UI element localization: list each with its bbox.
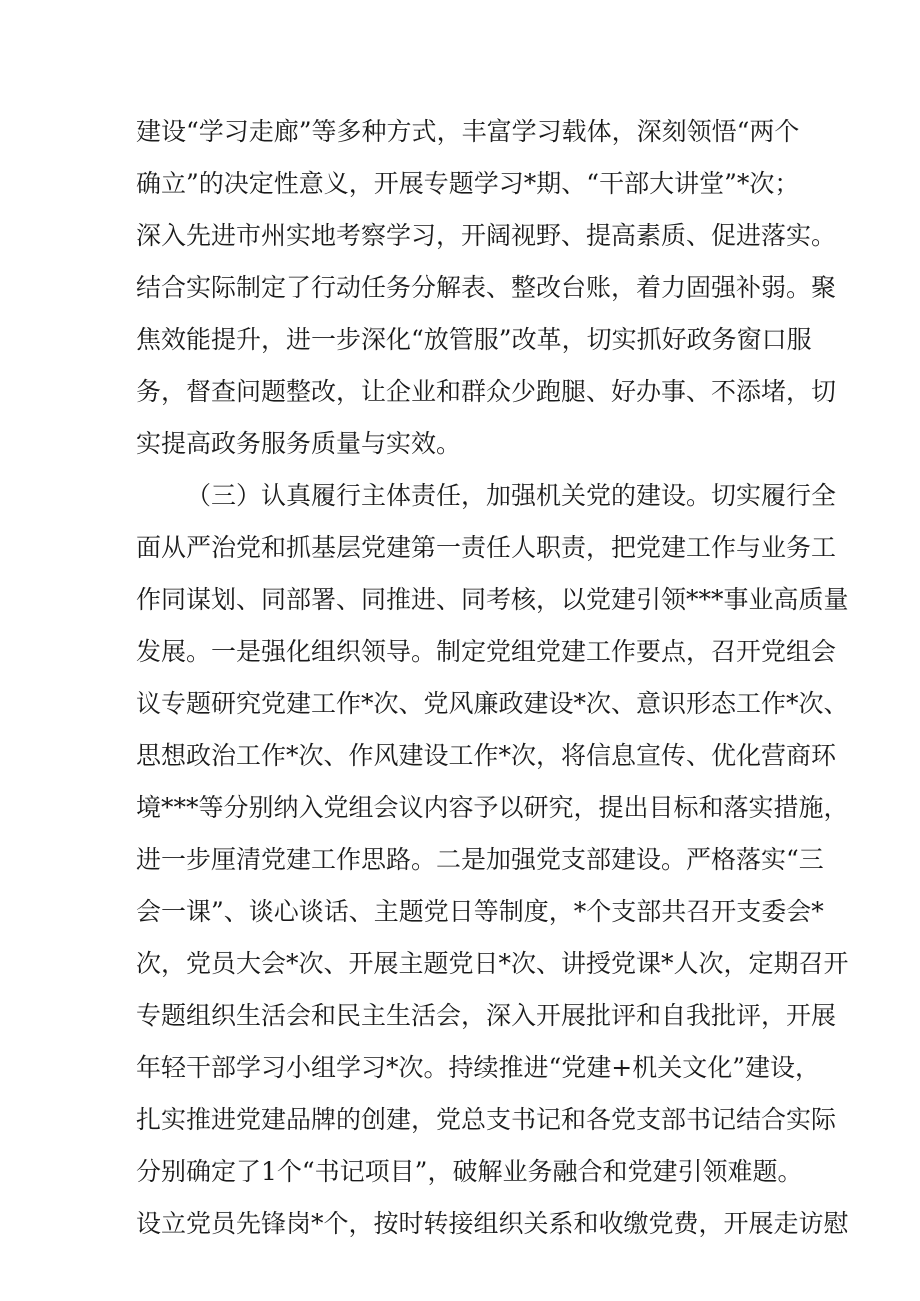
text-line: 确立”的决定性意义，开展专题学习*期、“干部大讲堂”*次；	[136, 169, 800, 198]
text-line: 务，督查问题整改，让企业和群众少跑腿、好办事、不添堵，切	[136, 377, 837, 406]
text-line: 面从严治党和抓基层党建第一责任人职责，把党建工作与业务工	[136, 533, 837, 562]
text-line: 次，党员大会*次、开展主题党日*次、讲授党课*人次，定期召开	[136, 949, 849, 978]
text-line: 发展。一是强化组织领导。制定党组党建工作要点，召开党组会	[136, 637, 837, 666]
text-line: 议专题研究党建工作*次、党风廉政建设*次、意识形态工作*次、	[136, 689, 849, 718]
text-line: 设立党员先锋岗*个，按时转接组织关系和收缴党费，开展走访慰	[136, 1209, 849, 1238]
text-line: 会一课”、谈心谈话、主题党日等制度，*个支部共召开支委会*	[136, 897, 824, 926]
text-line: 作同谋划、同部署、同推进、同考核，以党建引领***事业高质量	[136, 585, 849, 614]
text-line: 建设“学习走廊”等多种方式，丰富学习载体，深刻领悟“两个	[136, 117, 800, 146]
text-line: 年轻干部学习小组学习*次。持续推进“党建+机关文化”建设，	[136, 1053, 821, 1082]
text-line: 焦效能提升，进一步深化“放管服”改革，切实抓好政务窗口服	[136, 325, 812, 354]
text-line: 境***等分别纳入党组会议内容予以研究，提出目标和落实措施，	[136, 793, 849, 822]
text-line: 专题组织生活会和民主生活会，深入开展批评和自我批评，开展	[136, 1001, 837, 1030]
text-line: 思想政治工作*次、作风建设工作*次，将信息宣传、优化营商环	[136, 741, 837, 770]
text-line: 深入先进市州实地考察学习，开阔视野、提高素质、促进落实。	[136, 221, 837, 250]
section-heading-line: （三）认真履行主体责任，加强机关党的建设。切实履行全	[186, 481, 837, 510]
document-body	[136, 106, 849, 1250]
text-line: 结合实际制定了行动任务分解表、整改台账，着力固强补弱。聚	[136, 273, 837, 302]
text-line: 分别确定了1个“书记项目”，破解业务融合和党建引领难题。	[136, 1157, 803, 1186]
text-line: 进一步厘清党建工作思路。二是加强党支部建设。严格落实“三	[136, 845, 824, 874]
text-line: 实提高政务服务质量与实效。	[136, 429, 462, 458]
text-line: 扎实推进党建品牌的创建，党总支书记和各党支部书记结合实际	[136, 1105, 837, 1134]
